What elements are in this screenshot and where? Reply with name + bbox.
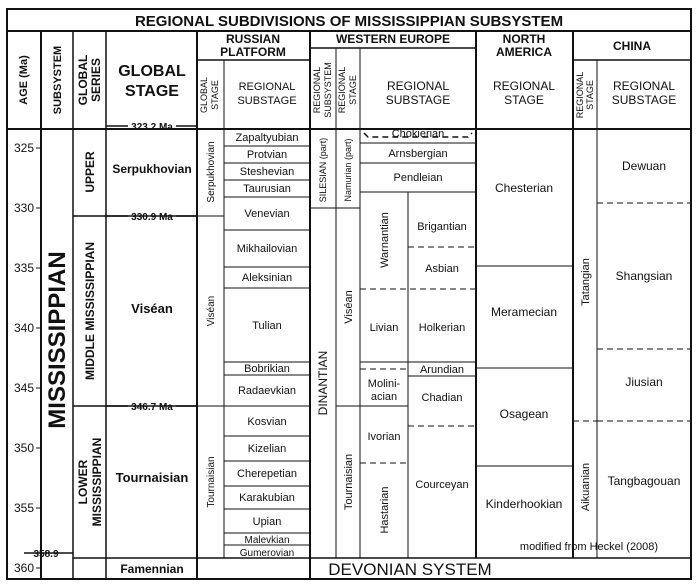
devonian-system-label: DEVONIAN SYSTEM: [328, 560, 492, 579]
russian-stage-visean: Viséan: [206, 295, 217, 327]
we-substage: Arundian: [419, 364, 465, 376]
russian-substage: Taurusian: [243, 183, 291, 195]
age-tick: 330: [13, 201, 34, 215]
russian-substage: Tulian: [252, 320, 282, 332]
russian-substage-header-2: SUBSTAGE: [237, 95, 297, 107]
china-substage: Tangbagouan: [607, 474, 681, 488]
boundary-age: 346.7 Ma: [131, 402, 173, 413]
we-subsystem-header-1: REGIONAL: [312, 66, 322, 114]
russian-substage: Kizelian: [247, 443, 287, 455]
we-substage: Arnsbergian: [388, 148, 448, 160]
we-group-livian: Livian: [369, 322, 399, 334]
russian-stage-serpukhovian: Serpukhovian: [206, 141, 217, 203]
we-subsystem-silesian: SILESIAN (part): [318, 137, 328, 203]
age-tick: 350: [13, 441, 34, 455]
age-tick: 355: [13, 501, 34, 515]
na-stage: Kinderhookian: [485, 497, 563, 511]
china-substage-header-1: REGIONAL: [612, 79, 676, 93]
russian-substage: Aleksinian: [241, 272, 293, 284]
boundary-age: 358.9: [33, 549, 59, 560]
global-series-header-2: SERIES: [89, 57, 103, 103]
russian-substage: Venevian: [244, 208, 290, 220]
na-stage: Chesterian: [494, 181, 554, 195]
global-stage-visean: Viséan: [131, 301, 173, 316]
age-tick: 340: [13, 321, 34, 335]
russian-substage: Radaevkian: [237, 385, 297, 397]
russian-substage: Kosvian: [247, 416, 287, 428]
na-stage: Meramecian: [490, 305, 558, 319]
russian-global-stage-header-1: GLOBAL: [199, 76, 209, 114]
china-header: CHINA: [613, 39, 651, 53]
russian-global-stage-header-2: STAGE: [210, 80, 220, 110]
we-substage: Brigantian: [417, 221, 467, 233]
western-europe-header: WESTERN EUROPE: [335, 32, 451, 46]
north-america-header-1: NORTH: [502, 32, 546, 46]
russian-stage-tournaisian: Tournaisian: [206, 456, 217, 508]
global-stage-famennian: Famennian: [120, 562, 184, 576]
age-header: AGE (Ma): [18, 55, 30, 105]
global-stage-header-1: GLOBAL: [118, 63, 186, 80]
we-subsystem-dinantian: DINANTIAN: [316, 350, 330, 416]
subsystem-header: SUBSYSTEM: [52, 45, 64, 115]
we-subsystem-header-2: SUBSYSTEM: [323, 62, 333, 118]
we-stage-header-2: STAGE: [348, 75, 358, 105]
source-credit: modified from Heckel (2008): [519, 541, 659, 553]
global-stage-serpukhovian: Serpukhovian: [112, 162, 192, 176]
russian-substage: Steshevian: [239, 166, 295, 178]
we-group-ivorian: Ivorian: [367, 431, 401, 443]
we-stage-visean: Viséan: [343, 290, 355, 324]
we-substage: Courceyan: [415, 479, 469, 491]
we-group-warnantian: Warnantian: [379, 212, 391, 268]
china-substage: Dewuan: [621, 159, 667, 173]
china-substage-header-2: SUBSTAGE: [611, 93, 677, 107]
russian-substage: Karakubian: [239, 492, 295, 504]
age-tick: 335: [13, 261, 34, 275]
we-substage: Chokierian: [391, 128, 445, 140]
na-stage-header-1: REGIONAL: [492, 79, 556, 93]
series-upper: UPPER: [83, 151, 97, 193]
na-stage-header-2: STAGE: [504, 93, 544, 107]
china-substage: Jiusian: [625, 375, 663, 389]
boundary-age: 330.9 Ma: [131, 212, 173, 223]
russian-substage: Zapaltyubian: [235, 132, 299, 144]
china-substage: Shangsian: [615, 269, 673, 283]
we-group-moliniacian-1: Molini-: [367, 378, 401, 390]
russian-platform-header-1: RUSSIAN: [225, 32, 281, 46]
we-substage: Asbian: [425, 263, 459, 275]
we-stage-namurian: Namurian (part): [343, 138, 353, 202]
series-middle: MIDDLE MISSISSIPPIAN: [83, 241, 97, 381]
global-stage-tournaisian: Tournaisian: [115, 470, 189, 485]
china-stage-tatangian: Tatangian: [580, 258, 592, 306]
russian-substage: Upian: [252, 516, 282, 528]
we-substage: Chadian: [421, 392, 463, 404]
global-series-header-1: GLOBAL: [76, 54, 90, 106]
age-tick: 360: [13, 561, 34, 575]
china-stage-header-1: REGIONAL: [575, 71, 585, 119]
global-stage-header-2: STAGE: [125, 83, 179, 100]
china-stage-aikuanian: Aikuanian: [580, 462, 592, 512]
we-group-moliniacian-2: acian: [370, 391, 398, 403]
north-america-header-2: AMERICA: [496, 45, 552, 59]
na-stage: Osagean: [499, 407, 549, 421]
we-stage-tournaisian: Tournaisian: [343, 453, 355, 511]
we-stage-header-1: REGIONAL: [337, 66, 347, 114]
we-substage-header-2: SUBSTAGE: [385, 93, 451, 107]
russian-substage: Bobrikian: [244, 363, 290, 375]
age-tick: 345: [13, 381, 34, 395]
age-tick: 325: [13, 141, 34, 155]
russian-substage: Cherepetian: [237, 468, 297, 480]
we-substage: Pendleian: [393, 172, 443, 184]
china-stage-header-2: STAGE: [585, 80, 595, 110]
series-lower-2: MISSISSIPPIAN: [90, 437, 104, 527]
russian-substage: Mikhailovian: [236, 243, 298, 255]
russian-substage: Protvian: [246, 149, 288, 161]
we-group-hastarian: Hastarian: [379, 486, 391, 534]
russian-substage-header-1: REGIONAL: [238, 81, 296, 93]
russian-platform-header-2: PLATFORM: [220, 45, 286, 59]
russian-substage: Malevkian: [244, 535, 290, 546]
boundary-age: 323.2 Ma: [131, 122, 173, 133]
russian-substage: Gumerovian: [239, 548, 295, 559]
series-lower-1: LOWER: [76, 459, 90, 505]
we-substage-header-1: REGIONAL: [386, 79, 450, 93]
we-substage: Holkerian: [418, 322, 466, 334]
chart-title: REGIONAL SUBDIVISIONS OF MISSISSIPPIAN SUBSYSTEM: [134, 13, 564, 30]
subsystem-label: MISSISSIPPIAN: [44, 251, 71, 429]
